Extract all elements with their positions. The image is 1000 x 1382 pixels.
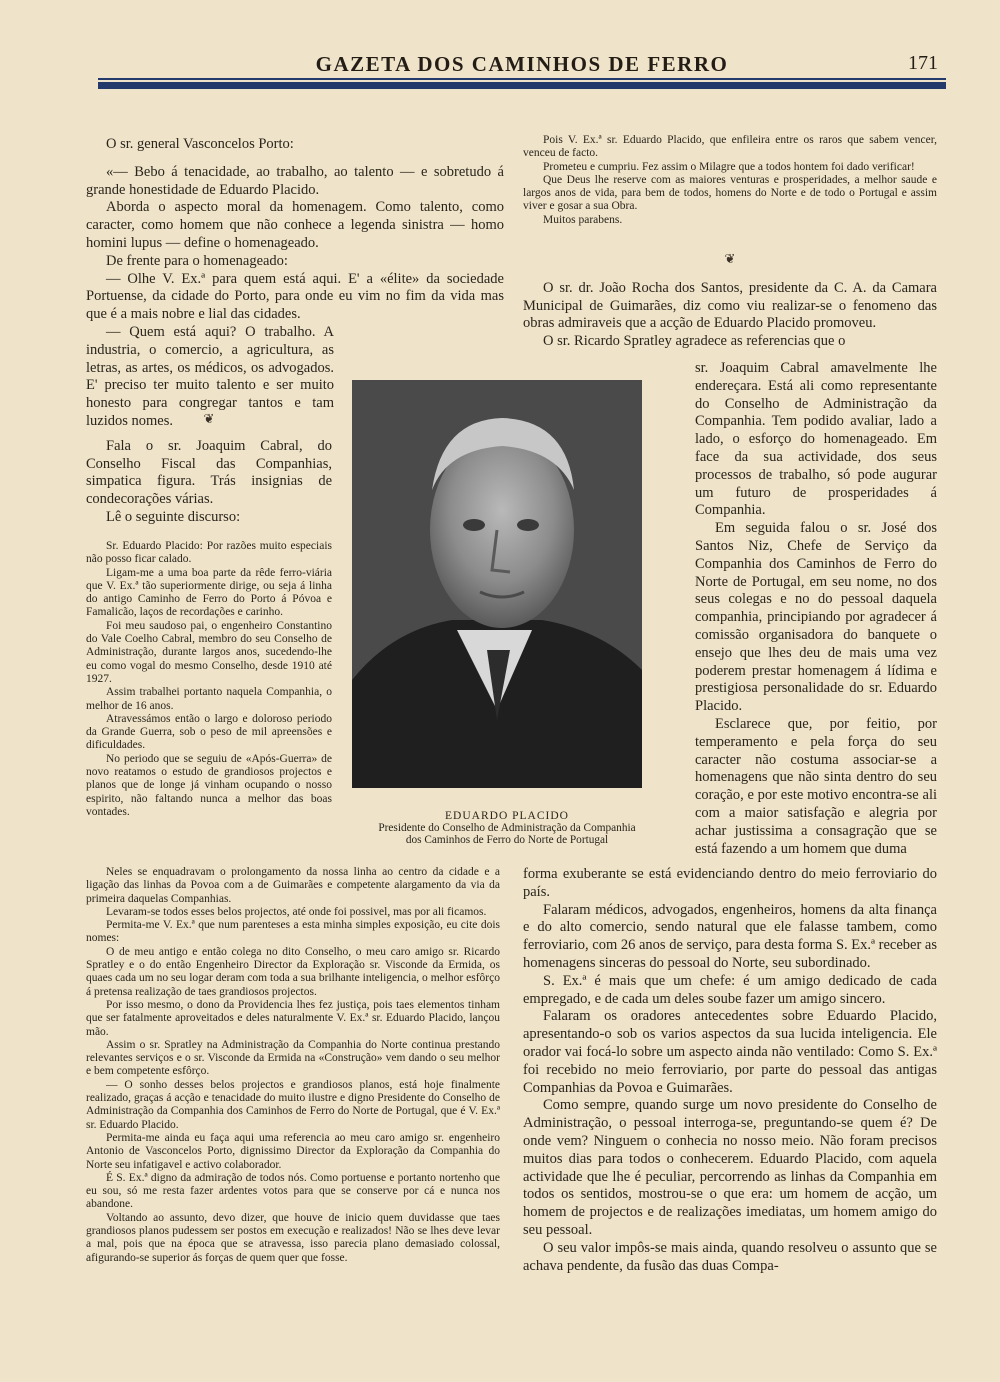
section-ornament-icon: ❦ [724, 251, 736, 266]
page-number: 171 [908, 52, 938, 74]
paragraph: Aborda o aspecto moral da homenagem. Como talento, como caracter, como homem que não conhece a legenda sinistra — homo homini lupus — define o homenageado. [86, 199, 504, 251]
right-column-top [523, 134, 937, 227]
page-header [98, 50, 946, 90]
paragraph: Esclarece que, por feitio, por temperamento e pela força do seu caracter não costuma associar-se a homenagens que não sinta dentro do seu coração, e por este motivo encontra-se ali com a maior satisfação e alegria por achar justissima a consagração que se está fazendo a um homem que duma [695, 715, 937, 857]
paragraph: O sr. general Vasconcelos Porto: [106, 136, 294, 152]
right-column-mid [523, 251, 937, 351]
paragraph: Falaram médicos, advogados, engenheiros, homens da alta finança e do alto comercio, sendo natural que ele falasse tambem, como ferroviario, com 26 anos de serviço, para desta forma S. Ex.ª receber as homenagens sinceras do pessoal do Norte, seu subordinado. [523, 901, 937, 971]
paragraph: De frente para o homenageado: [106, 252, 288, 269]
paragraph: Fala o sr. Joaquim Cabral, do Conselho Fiscal das Companhias, simpatica figura. Trás insignias de condecorações várias. [86, 437, 332, 508]
speech-paragraph: O de meu antigo e então colega no dito Conselho, o meu caro amigo sr. Ricardo Spratley e o do então Engenheiro Director da Exploração sr. Visconde da Ermida, os quaes cada um no seu logar deram com toda a sua brilhante inteligencia, o melhor esfôrço á pretensa realização de taes grandiosos projectos. [86, 945, 500, 998]
speech-paragraph: Pois V. Ex.ª sr. Eduardo Placido, que enfileira entre os raros que sabem vencer, venceu de facto. [523, 134, 937, 160]
paragraph: O sr. dr. João Rocha dos Santos, presidente da C. A. da Camara Municipal de Guimarães, diz como viu realizar-se o fenomeno das obras admiraveis que a acção de Eduardo Placido promoveu. [523, 279, 937, 332]
header-rule-thick [98, 82, 946, 89]
speech-narrow [86, 540, 332, 819]
speech-paragraph: Assim trabalhei portanto naquela Companhia, o melhor de 16 anos. [86, 686, 332, 712]
speech-paragraph: Levaram-se todos esses belos projectos, até onde foi possivel, mas por ali ficamos. [106, 905, 487, 918]
paragraph: forma exuberante se está evidenciando dentro do meio ferroviario do país. [523, 866, 937, 900]
speech-paragraph: Que Deus lhe reserve com as maiores venturas e prosperidades, a melhor saude e largos anos de vida, para bem de todos, homens do Norte e de todo o Portugal e assim viver e gosar a sua Obra. [523, 173, 937, 213]
speech-paragraph: Assim o sr. Spratley na Administração da Companhia do Norte continua prestando relevantes serviços e o sr. Visconde da Ermida na «Construção» vem dando o seu melhor e bem competente esfôrço. [86, 1038, 500, 1078]
caption-line: dos Caminhos de Ferro do Norte de Portugal [405, 834, 609, 847]
right-column-narrow [695, 360, 937, 858]
speech-paragraph: Muitos parabens. [543, 213, 623, 226]
portrait-illustration [352, 380, 642, 788]
caption-line: Presidente do Conselho de Administração da Companhia [378, 822, 636, 835]
header-rule-thin [98, 78, 946, 80]
paragraph: sr. Joaquim Cabral amavelmente lhe endereçara. Está ali como representante do Conselho de Administração da Companhia. Tem podido avaliar, lado a lado, o esforço do homenageado. Em face da sua actividade, dos seus processos de trabalho, só pode augurar um futuro de prosperidades á Companhia. [695, 360, 937, 519]
speech-paragraph: Prometeu e cumpriu. Fez assim o Milagre que a todos hontem foi dado verificar! [543, 160, 915, 173]
paragraph: Em seguida falou o sr. José dos Santos Niz, Chefe de Serviço da Companhia dos Caminhos de Ferro do Norte de Portugal, em seu nome, no dos seus colegas e no do pessoal daquela companhia, principiando por agradecer á comissão organisadora do banquete o ensejo que lhes deu de mais uma vez poderem prestar homenagem á lídima e prestigiosa personalidade do sr. Eduardo Placido. [695, 520, 937, 715]
paragraph: «— Bebo á tenacidade, ao trabalho, ao talento — e sobretudo á grande honestidade de Eduardo Placido. [86, 163, 504, 198]
speech-paragraph: Por isso mesmo, o dono da Providencia lhes fez justiça, pois taes elementos tinham que ser fatalmente aproveitados e deles naturalmente V. Ex.ª sr. Eduardo Placido, lançou mão. [86, 998, 500, 1038]
paragraph: Falaram os oradores antecedentes sobre Eduardo Placido, apresentando-o sob os varios aspectos da sua lucida inteligencia. Ele orador vai focá-lo sobre um aspecto ainda não ventilado: Como S. Ex.ª foi recebido no meio ferroviario, por parte do pessoal das antigas Companhias da Povoa e Guimarães. [523, 1008, 937, 1096]
speech-paragraph: É S. Ex.ª digno da admiração de todos nós. Como portuense e portanto nortenho que eu sou, só me resta fazer ardentes votos para que se conserve por cá e nunca nos abandone. [86, 1171, 500, 1211]
paragraph: S. Ex.ª é mais que um chefe: é um amigo dedicado de cada empregado, e de cada um deles soube fazer um amigo sincero. [523, 972, 937, 1007]
speech-paragraph: Foi meu saudoso pai, o engenheiro Constantino do Vale Coelho Cabral, membro do seu Conselho de Administração, durante largos anos, sucedendo-lhe eu como vogal do mesmo Conselho, desde 1910 até 1927. [86, 619, 332, 685]
paragraph: — Olhe V. Ex.ª para quem está aqui. E' a «élite» da sociedade Portuense, da cidade do Porto, para onde eu vim no fim da vida mas que é a mais nobre e lial das cidades. [86, 270, 504, 323]
left-column-mid [86, 411, 332, 527]
paragraph: O sr. Ricardo Spratley agradece as referencias que o [543, 333, 846, 350]
paragraph: Como sempre, quando surge um novo presidente do Conselho de Administração, o pessoal interroga-se, preguntando-se quem é? De onde vem? Ninguem o conhecia no nosso meio. Não foram precisos muitos dias para todos o conhecerem. Eduardo Placido, com aquela actividade que lhe é peculiar, percorrendo as linhas da Companhia em todos os sentidos, mostrou-se o que era: um homem de acção, um homem de projectos e de realizações imediatas, um homem amigo do seu pessoal. [523, 1097, 937, 1238]
portrait-photo [352, 380, 642, 788]
speech-paragraph: Permita-me V. Ex.ª que num parenteses a esta minha simples exposição, eu cite dois nomes: [86, 919, 500, 945]
speech-paragraph: Sr. Eduardo Placido: Por razões muito especiais não posso ficar calado. [86, 540, 332, 566]
speech-paragraph: Voltando ao assunto, devo dizer, que houve de inicio quem duvidasse que taes grandiosos planos pudessem ser postos em execução e realizados! Não se lhes deve levar a mal, pois que na época que se atravessa, isso parecia plano demasiado colossal, afigurando-se superior ás forças de quem quer que fosse. [86, 1211, 500, 1264]
right-column-bottom [523, 866, 937, 1275]
speech-paragraph: Atravessámos então o largo e doloroso periodo da Grande Guerra, sob o peso de mil apreensões e dificuldades. [86, 712, 332, 752]
speech-paragraph: Neles se enquadravam o prolongamento da nossa linha ao centro da cidade e a ligação das linhas da Povoa com a de Guimarães e competente alargamento da via da primeira daquelas Companhias. [86, 866, 500, 905]
paragraph: — Quem está aqui? O trabalho. A industria, o comercio, a agricultura, as letras, as artes, os médicos, os advogados. E' preciso ter muito talento e ser muito honesto para congregar tantos e tam luzidos nomes. [86, 323, 334, 429]
speech-wide [86, 866, 500, 1265]
publication-title: GAZETA DOS CAMINHOS DE FERRO [315, 52, 729, 76]
paragraph: Lê o seguinte discurso: [106, 508, 241, 525]
speech-paragraph: Permita-me ainda eu faça aqui uma referencia ao meu caro amigo sr. engenheiro Antonio de Vasconcelos Porto, dignissimo Director da Exploração da Companhia do Norte seu infatigavel e activo colaborador. [86, 1131, 500, 1171]
speech-paragraph: No periodo que se seguiu de «Após-Guerra» de novo reatamos o estudo de grandiosos projectos e planos que de longe já vinham ocupando o nosso espirito, não faltando nunca a melhor das boas vontades. [86, 752, 332, 818]
photo-caption [342, 810, 672, 847]
section-ornament-icon: ❦ [203, 411, 215, 426]
paragraph: O seu valor impôs-se mais ainda, quando resolveu o assunto que se achava pendente, da fusão das duas Compa- [523, 1239, 937, 1274]
speech-paragraph: — O sonho desses belos projectos e grandiosos planos, está hoje finalmente realizado, graças á acção e tenacidade do muito ilustre e digno Presidente do Conselho de Administração da Companhia dos Caminhos de Ferro do Norte de Portugal, que é V. Ex.ª sr. Eduardo Placido. [86, 1078, 500, 1131]
caption-name: EDUARDO PLACIDO [445, 810, 569, 822]
speech-paragraph: Ligam-me a uma boa parte da rêde ferro-viária que V. Ex.ª tão superiormente dirige, ou seja á linha do antigo Caminho de Ferro do Porto á Póvoa e Famalicão, laços de recordações e carinho. [86, 566, 332, 619]
